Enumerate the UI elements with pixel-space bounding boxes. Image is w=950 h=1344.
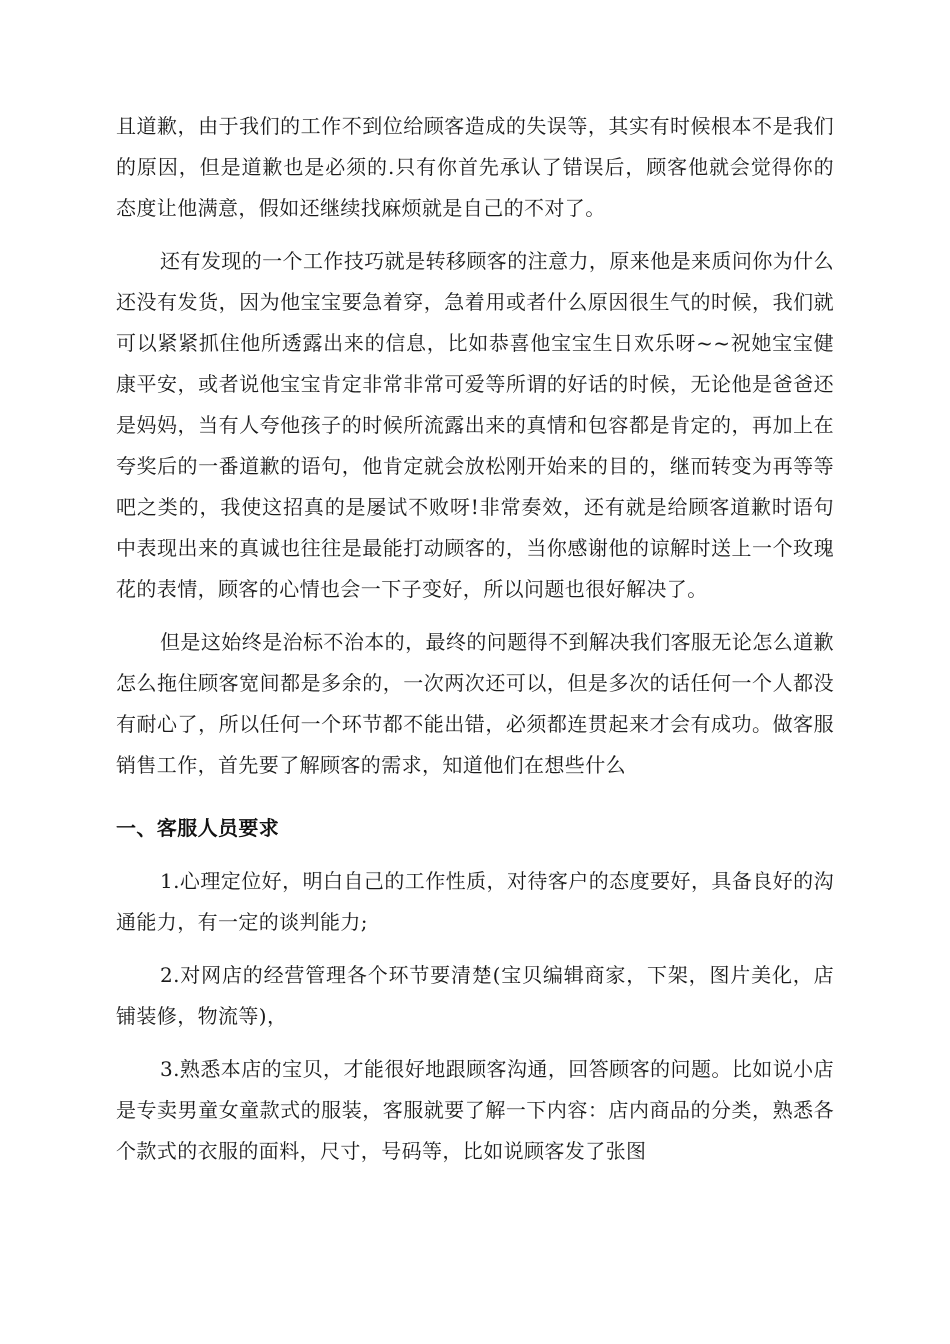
section-heading-service-requirements: 一、客服人员要求 [116, 816, 280, 840]
requirement-item-3: 3.熟悉本店的宝贝，才能很好地跟顾客沟通，回答顾客的问题。比如说小店是专卖男童女童款式的服装，客服就要了解一下内容：店内商品的分类，熟悉各个款式的衣服的面料，尺寸，号码等，比如说顾客发了张图 [116, 1057, 834, 1163]
requirement-item-2: 2.对网店的经营管理各个环节要清楚(宝贝编辑商家，下架，图片美化，店铺装修，物流等)， [116, 963, 834, 1028]
requirement-item-1: 1.心理定位好，明白自己的工作性质，对待客户的态度要好，具备良好的沟通能力，有一定的谈判能力; [116, 869, 834, 934]
paragraph-apology-continuation: 且道歉，由于我们的工作不到位给顾客造成的失误等，其实有时候根本不是我们的原因，但是道歉也是必须的.只有你首先承认了错误后，顾客他就会觉得你的态度让他满意，假如还继续找麻烦就是自己的不对了。 [116, 114, 834, 220]
paragraph-root-cause: 但是这始终是治标不治本的，最终的问题得不到解决我们客服无论怎么道歉怎么拖住顾客宽间都是多余的，一次两次还可以，但是多次的话任何一个人都没有耐心了，所以任何一个环节都不能出错，必须都连贯起来才会有成功。做客服销售工作，首先要了解顾客的需求，知道他们在想些什么 [116, 630, 834, 777]
paragraph-attention-shift-technique: 还有发现的一个工作技巧就是转移顾客的注意力，原来他是来质问你为什么还没有发货，因为他宝宝要急着穿，急着用或者什么原因很生气的时候，我们就可以紧紧抓住他所透露出来的信息，比如恭喜他宝宝生日欢乐呀~~祝她宝宝健康平安，或者说他宝宝肯定非常非常可爱等所谓的好话的时候，无论他是爸爸还是妈妈，当有人夸他孩子的时候所流露出来的真情和包容都是肯定的，再加上在夸奖后的一番道歉的语句，他肯定就会放松刚开始来的目的，继而转变为再等等吧之类的，我使这招真的是屡试不败呀!非常奏效，还有就是给顾客道歉时语句中表现出来的真诚也往往是最能打动顾客的，当你感谢他的谅解时送上一个玫瑰花的表情，顾客的心情也会一下子变好，所以问题也很好解决了。 [116, 249, 834, 601]
document-body [116, 106, 834, 1184]
